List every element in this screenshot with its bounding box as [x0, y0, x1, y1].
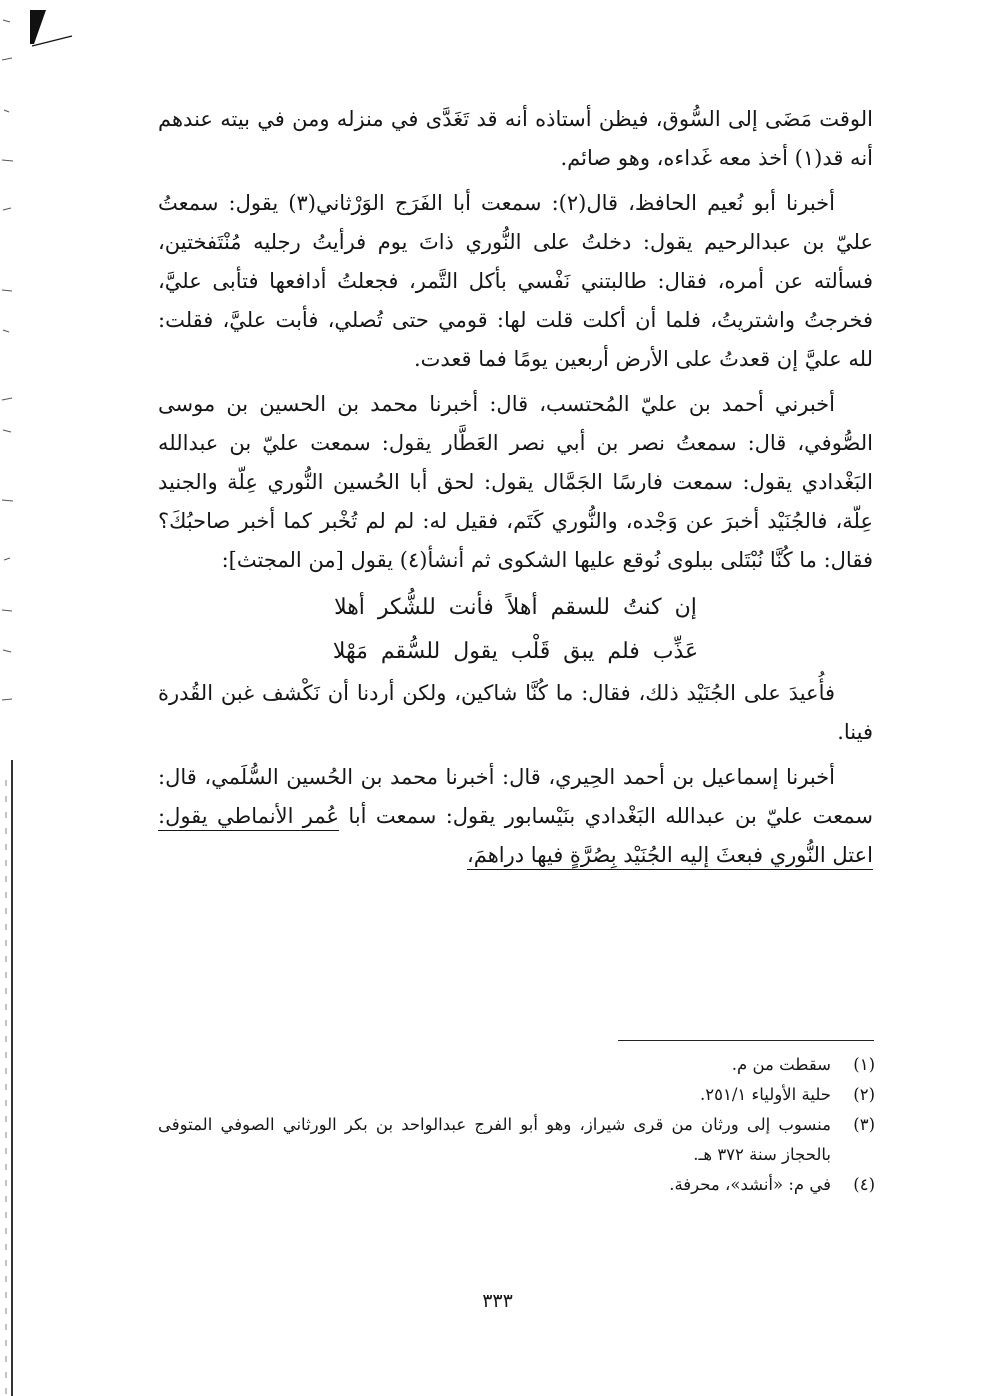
paragraph-3: أخبرني أحمد بن عليّ المُحتسب، قال: أخبرنا محمد بن الحسين بن موسى الصُّوفي، قال: سمعتُ نصر بن أبي نصر العَطَّار يقول: سمعت عليّ بن عبدالله البَغْدادي يقول: سمعت فارسًا الجَمَّال يقول: لحق أبا الحُسين النُّوري عِلّة والجنيد عِلّة، فالجُنَيْد أخبرَ عن وَجْده، والنُّوري كَتَم، فقيل له: لم لم تُخْبر كما أخبر صاحبُكَ؟ فقال: ما كُنَّا نُبْتَلى ببلوى نُوقع عليها الشكوى ثم أنشأ(٤) يقول [من المجتث]:: [158, 392, 873, 572]
page-number: ٣٣٣: [482, 1290, 513, 1312]
footnote-1: [158, 1050, 875, 1080]
footnote-number: (٤): [853, 1175, 875, 1194]
paragraph-4: فأُعيدَ على الجُنَيْد ذلك، فقال: ما كُنَّا شاكين، ولكن أردنا أن نَكْشف غبن القُدرة فينا.: [158, 681, 873, 744]
scan-edge-artifact: [0, 0, 22, 1396]
corner-crop-mark: [28, 6, 78, 56]
footnote-number: (٣): [853, 1115, 875, 1134]
paragraph-5: [158, 758, 873, 875]
paragraph-5-main: أخبرنا إسماعيل بن أحمد الحِيري، قال: أخبرنا محمد بن الحُسين السُّلَمي، قال: سمعت عليّ بن عبدالله البَغْدادي بنَيْسابور يقول: سمعت أبا: [158, 765, 873, 828]
footnote-text: في م: «أنشد»، محرفة.: [669, 1175, 831, 1194]
paragraph-2: أخبرنا أبو نُعيم الحافظ، قال(٢): سمعت أبا الفَرَج الوَرْثاني(٣) يقول: سمعتُ عليّ بن عبدالرحيم يقول: دخلتُ على النُّوري ذاتَ يوم فرأيتُ رجليه مُنْتَفختين، فسألته عن أمره، فقال: طالبتني نَفْسي بأكل التَّمر، فجعلتُ أدافعها فتأبى عليَّ، فخرجتُ واشتريتُ، فلما أن أكلت قلت لها: قومي حتى تُصلي، فأبت عليَّ، فقلت: لله عليَّ إن قعدتُ على الأرض أربعين يومًا فما قعدت.: [158, 191, 873, 371]
footnote-text: سقطت من م.: [731, 1055, 831, 1074]
footnote-number: (٢): [853, 1085, 875, 1104]
footnote-text: منسوب إلى ورثان من قرى شيراز، وهو أبو الفرج عبدالواحد بن بكر الورثاني الصوفي المتوفى بالحجاز سنة ٣٧٢ هـ.: [158, 1115, 831, 1164]
verse-line-2: عَذِّب فلم يبق قَلْب يقول للسُّقم مَهْلا: [332, 639, 699, 664]
footnote-3: [158, 1110, 875, 1170]
poem-verses: [158, 586, 873, 674]
footnote-4: [158, 1170, 875, 1200]
footnote-separator: [618, 1040, 874, 1041]
main-text: [158, 100, 873, 881]
paragraph-1: الوقت مَضَى إلى السُّوق، فيظن أستاذه أنه قد تَغَدَّى في منزله ومن في بيته عندهم أنه قد(١) أخذ معه غَداءه، وهو صائم.: [158, 107, 873, 170]
footnote-2: [158, 1080, 875, 1110]
paragraph-5-underlined-line: عُمر الأنماطي يقول: اعتل النُّوري فبعثَ إليه الجُنَيْد بِصُرَّةٍ فيها دراهمَ،: [158, 804, 873, 867]
verse-line-1: إن كنتُ للسقم أهلاً فأنت للشُّكر أهلا: [334, 595, 697, 620]
footnotes: [158, 1050, 875, 1200]
footnote-number: (١): [853, 1055, 875, 1074]
footnote-text: حلية الأولياء ٢٥١/١.: [700, 1085, 831, 1104]
